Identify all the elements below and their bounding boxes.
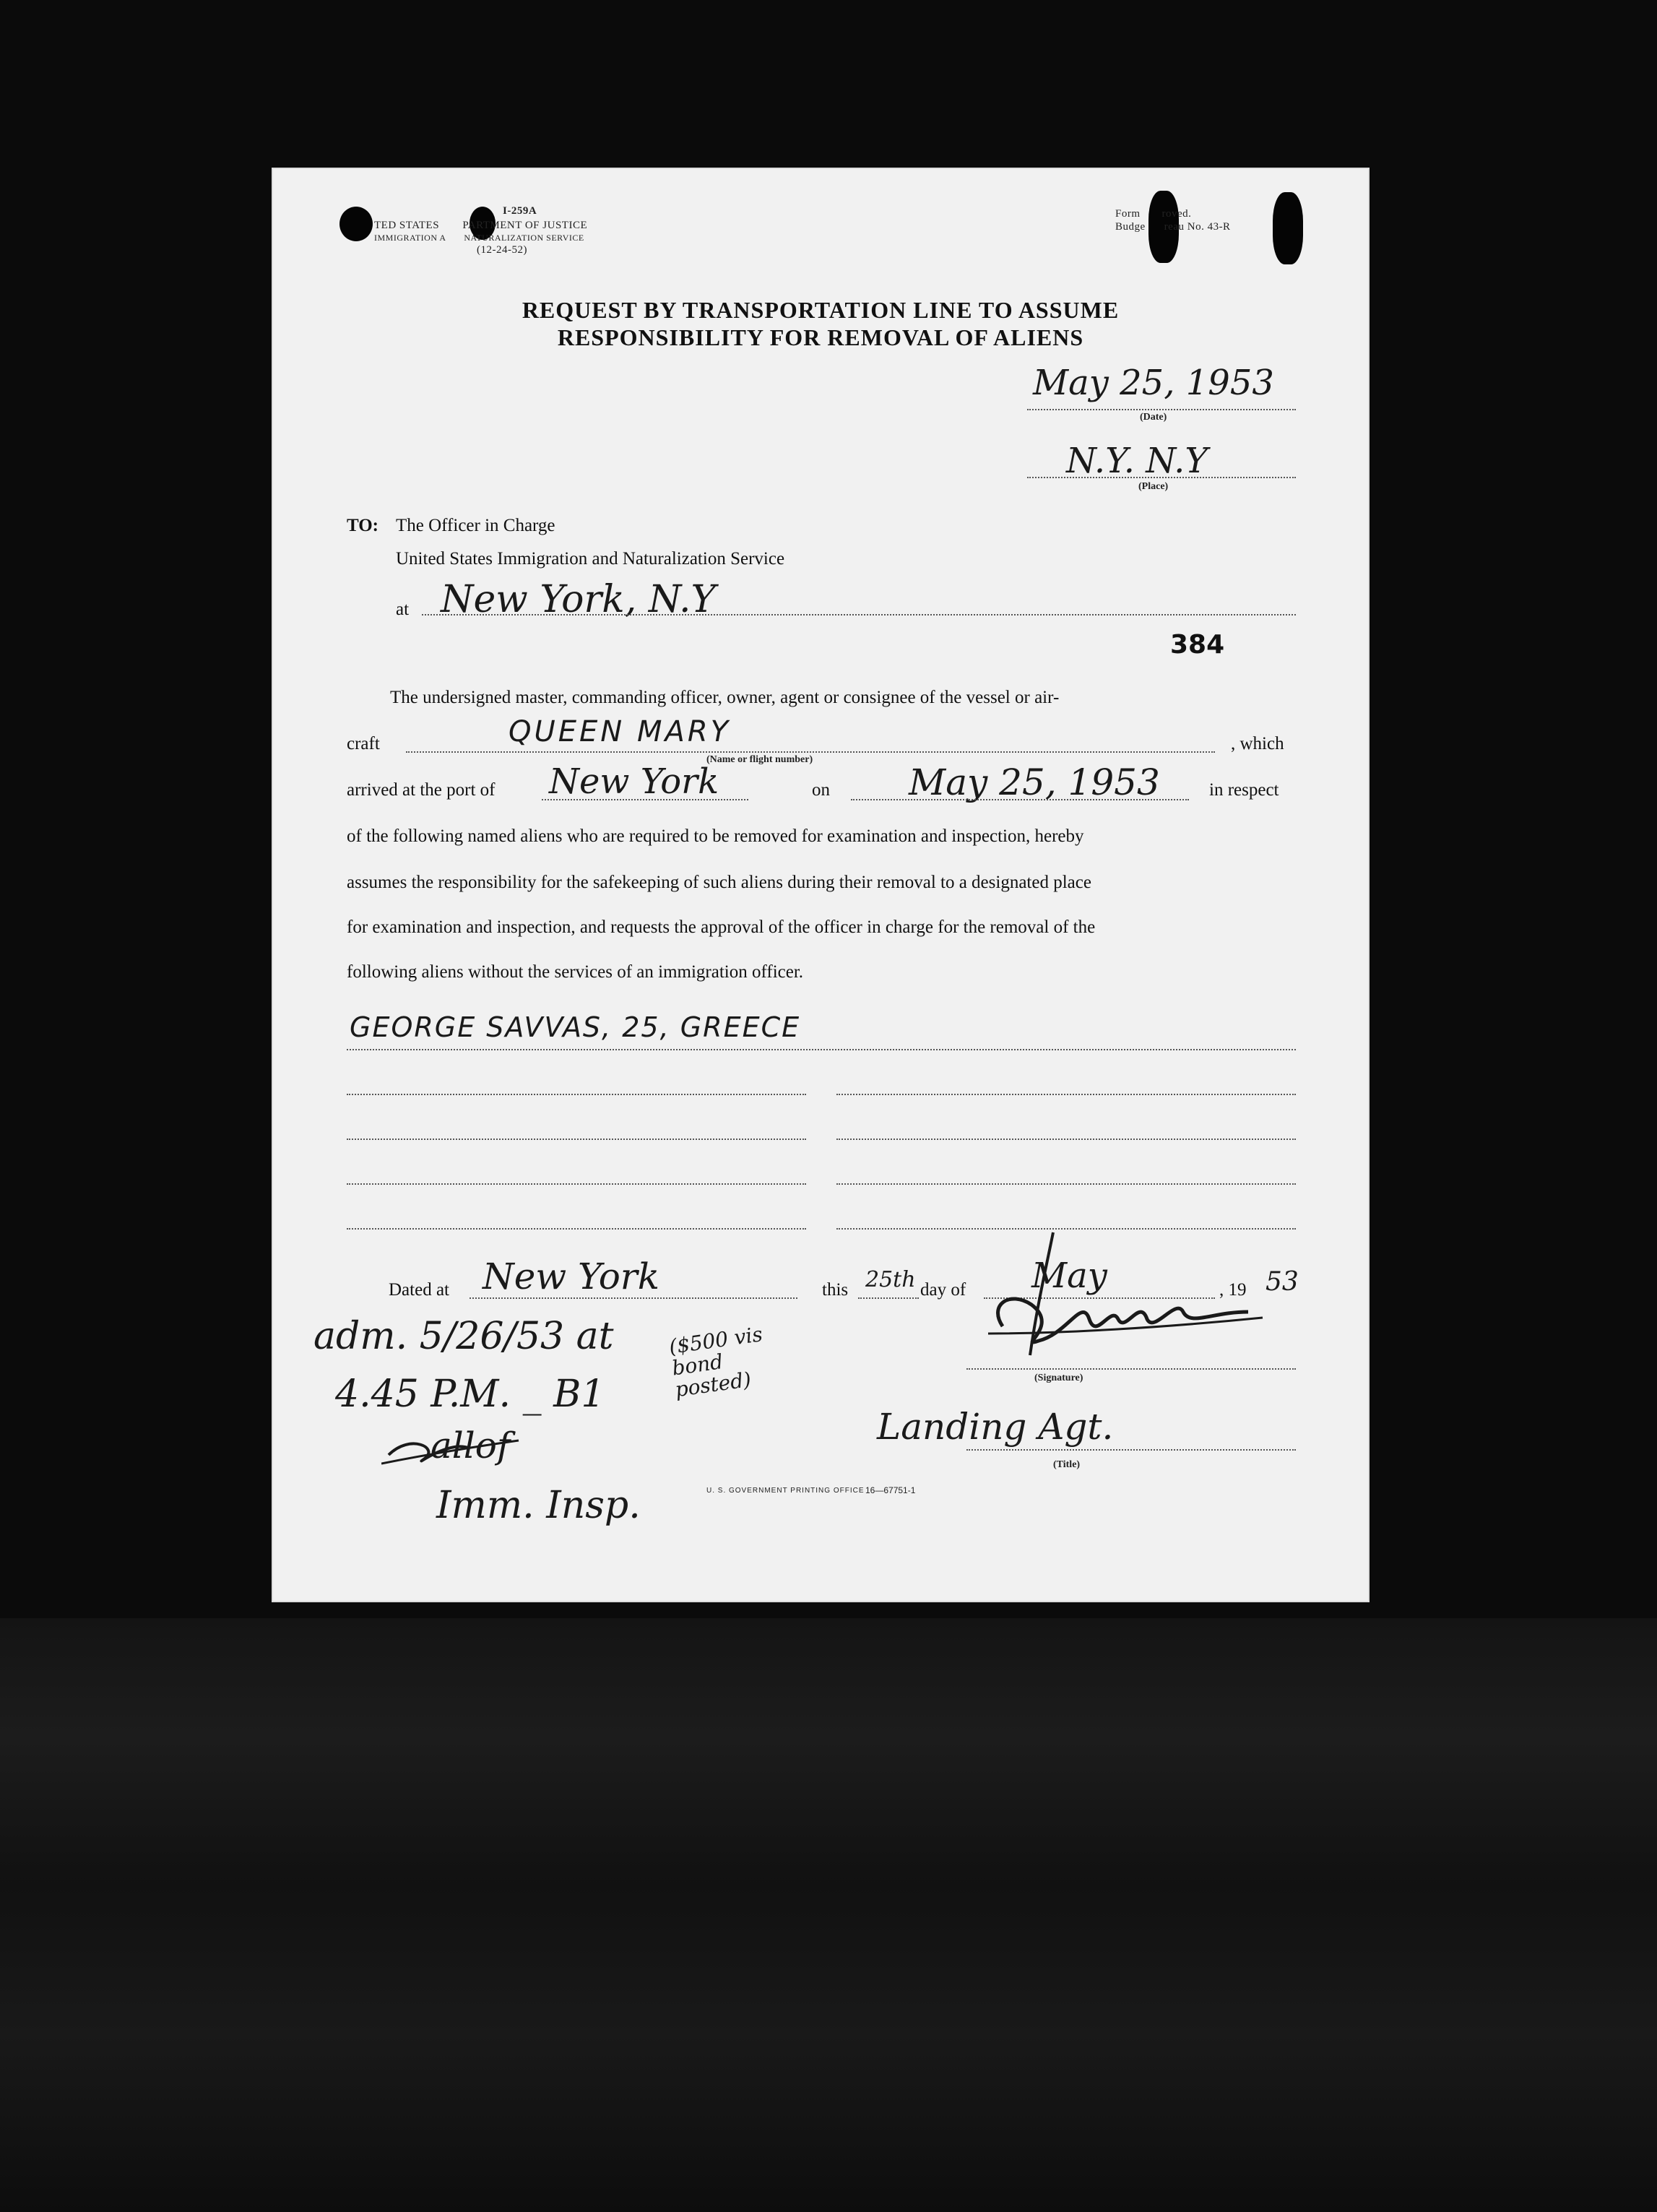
alien-line-5a bbox=[347, 1228, 806, 1230]
form-title-line-1: REQUEST BY TRANSPORTATION LINE TO ASSUME bbox=[522, 297, 1120, 323]
dated-at-value: New York bbox=[483, 1256, 659, 1297]
form-revision-date: (12-24-52) bbox=[477, 244, 527, 256]
alien-line-3a bbox=[347, 1139, 806, 1140]
annotation-line-4: Imm. Insp. bbox=[436, 1484, 641, 1527]
alien-line-2a bbox=[347, 1094, 806, 1095]
approval-line-1: Form roved. bbox=[1115, 208, 1192, 220]
title-caption: (Title) bbox=[1053, 1459, 1081, 1470]
alien-entry: GEORGE SAVVAS, 25, GREECE bbox=[350, 1011, 801, 1043]
at-label: at bbox=[396, 600, 410, 619]
body-line-1: The undersigned master, commanding officer, owner, agent or consignee of the vessel or air- bbox=[390, 688, 1060, 707]
day-line bbox=[858, 1297, 919, 1299]
print-code: 16—67751-1 bbox=[865, 1485, 916, 1495]
body-line-5: assumes the responsibility for the safekeeping of such aliens during their removal to a designated place bbox=[347, 873, 1091, 892]
to-label: TO: bbox=[347, 516, 378, 535]
signature-caption: (Signature) bbox=[1034, 1373, 1083, 1383]
vessel-line bbox=[406, 751, 1215, 753]
port-line bbox=[542, 799, 748, 800]
arrival-date-value: May 25, 1953 bbox=[909, 761, 1160, 803]
arrived-label: arrived at the port of bbox=[347, 780, 496, 800]
place-value: N.Y. N.Y bbox=[1066, 441, 1208, 481]
body-line-4: of the following named aliens who are required to be removed for examination and inspection, hereby bbox=[347, 826, 1084, 846]
signature-mark bbox=[945, 1225, 1270, 1370]
alien-line-4b bbox=[836, 1183, 1296, 1185]
body-line-6: for examination and inspection, and requests the approval of the officer in charge for the removal of the bbox=[347, 917, 1096, 937]
year-suffix: 53 bbox=[1266, 1267, 1299, 1297]
scanner-background-lower bbox=[0, 1618, 1657, 2212]
agency-line-2: IMMIGRATION A NATURALIZATION SERVICE bbox=[374, 233, 584, 243]
annotation-line-3: allof bbox=[431, 1425, 511, 1466]
place-caption: (Place) bbox=[1138, 481, 1169, 492]
day-value: 25th bbox=[865, 1267, 916, 1292]
annotation-line-2: 4.45 P.M. _ B1 bbox=[335, 1373, 605, 1416]
on-label: on bbox=[812, 780, 830, 800]
annotation-line-1: adm. 5/26/53 at bbox=[313, 1315, 614, 1358]
punch-hole-right-b bbox=[1273, 192, 1303, 264]
vessel-value: QUEEN MARY bbox=[509, 715, 732, 748]
which-label: , which bbox=[1231, 734, 1284, 753]
document-page bbox=[273, 169, 1368, 1601]
vessel-caption: (Name or flight number) bbox=[706, 754, 813, 765]
arrival-date-line bbox=[851, 799, 1189, 800]
at-line bbox=[422, 614, 1296, 615]
printing-office: U. S. GOVERNMENT PRINTING OFFICE bbox=[706, 1487, 865, 1495]
annotation-scribble bbox=[381, 1419, 526, 1469]
month-value: May bbox=[1031, 1256, 1107, 1296]
alien-line-2b bbox=[836, 1094, 1296, 1095]
signature-line bbox=[966, 1368, 1296, 1370]
in-respect-label: in respect bbox=[1209, 780, 1279, 800]
day-of-label: day of bbox=[920, 1280, 966, 1300]
addressee-line-2: United States Immigration and Naturalization Service bbox=[396, 549, 785, 569]
addressee-line-1: The Officer in Charge bbox=[396, 516, 555, 535]
date-value: May 25, 1953 bbox=[1033, 363, 1274, 403]
body-line-7: following aliens without the services of an immigration officer. bbox=[347, 962, 804, 982]
agency-line-1: TED STATES PARTMENT OF JUSTICE bbox=[374, 220, 588, 231]
stamped-number: 384 bbox=[1170, 630, 1225, 660]
form-number: I-259A bbox=[503, 205, 537, 217]
dated-at-label: Dated at bbox=[389, 1280, 449, 1300]
form-title-line-2: RESPONSIBILITY FOR REMOVAL OF ALIENS bbox=[557, 324, 1084, 350]
place-line bbox=[1027, 477, 1296, 478]
approval-line-2: Budge reau No. 43-R bbox=[1115, 221, 1231, 233]
craft-label: craft bbox=[347, 734, 380, 753]
title-value: Landing Agt. bbox=[877, 1406, 1114, 1448]
title-line bbox=[966, 1449, 1296, 1451]
alien-line-3b bbox=[836, 1139, 1296, 1140]
dated-at-line bbox=[470, 1297, 797, 1299]
date-caption: (Date) bbox=[1140, 412, 1167, 423]
year-prefix: , 19 bbox=[1219, 1280, 1247, 1300]
port-value: New York bbox=[549, 761, 719, 802]
alien-line-1 bbox=[347, 1049, 1296, 1050]
punch-hole-left bbox=[339, 207, 373, 241]
date-line bbox=[1027, 409, 1296, 410]
at-value: New York, N.Y bbox=[441, 578, 716, 621]
this-label: this bbox=[822, 1280, 849, 1300]
bond-note: ($500 vis bond posted) bbox=[667, 1322, 764, 1402]
alien-line-4a bbox=[347, 1183, 806, 1185]
